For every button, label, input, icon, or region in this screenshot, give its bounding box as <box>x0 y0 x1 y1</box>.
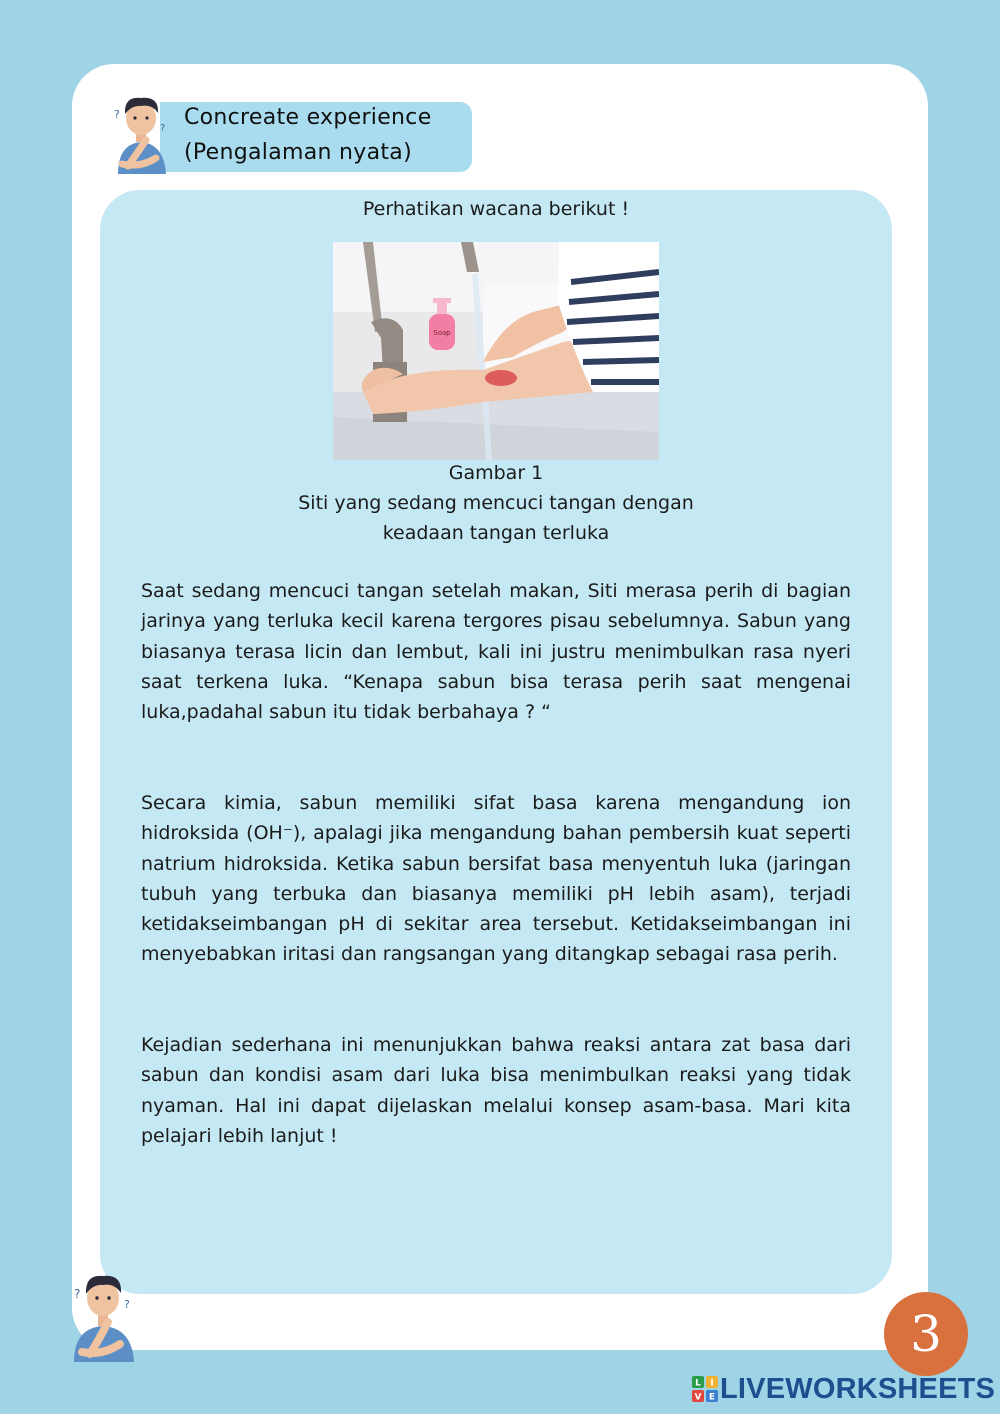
thinking-person-icon <box>108 86 174 174</box>
header-title-line1: Concreate experience <box>184 105 432 130</box>
figure-caption-title: Gambar 1 <box>448 462 544 484</box>
svg-text:V: V <box>694 1392 702 1402</box>
figure-caption-line2: keadaan tangan terluka <box>382 522 610 544</box>
page-number: 3 <box>910 1305 942 1363</box>
liveworksheets-logo-icon <box>692 1376 718 1402</box>
hand-washing-photo <box>333 242 659 460</box>
svg-text:L: L <box>695 1378 701 1389</box>
header-title-line2: (Pengalaman nyata) <box>184 140 412 165</box>
svg-text:?: ? <box>160 123 166 134</box>
page-number-badge <box>884 1292 968 1376</box>
intro-text: Perhatikan wacana berikut ! <box>362 198 630 220</box>
soap-label: Soap <box>433 329 451 337</box>
svg-text:I: I <box>710 1378 714 1389</box>
liveworksheets-brand <box>692 1372 995 1406</box>
figure-caption-line1: Siti yang sedang mencuci tangan dengan <box>298 492 694 514</box>
thinking-person-icon <box>68 1262 138 1362</box>
svg-text:?: ? <box>74 1287 81 1301</box>
svg-text:?: ? <box>124 1298 130 1311</box>
paragraph-2: Secara kimia, sabun memiliki sifat basa karena mengandung ion hidroksida (OH⁻), apalagi jika mengandung bahan pembersih kuat seperti natrium hidroksida. Ketika sabun bersifat basa menyentuh luka (jaringan tubuh yang terbuka dan biasanya memiliki pH lebih asam), terjadi ketidakseimbangan pH di sekitar area tersebut. Ketidakseimbangan ini menyebabkan iritasi dan rangsangan yang ditangkap sebagai rasa perih. <box>141 792 851 966</box>
paragraph-3: Kejadian sederhana ini menunjukkan bahwa reaksi antara zat basa dari sabun dan kondisi asam dari luka bisa menimbulkan reaksi yang tidak nyaman. Hal ini dapat dijelaskan melalui konsep asam-basa. Mari kita pelajari lebih lanjut ! <box>141 1034 851 1147</box>
svg-text:E: E <box>708 1392 716 1402</box>
paragraph-1: Saat sedang mencuci tangan setelah makan, Siti merasa perih di bagian jarinya yang terluka kecil karena tergores pisau sebelumnya. Sabun yang biasanya terasa licin dan lembut, kali ini justru menimbulkan rasa nyeri saat terkena luka. “Kenapa sabun bisa terasa perih saat mengenai luka,padahal sabun itu tidak berbahaya ? “ <box>141 580 851 724</box>
svg-text:?: ? <box>114 108 120 121</box>
liveworksheets-wordmark[interactable]: LIVEWORKSHEETS <box>720 1372 996 1405</box>
